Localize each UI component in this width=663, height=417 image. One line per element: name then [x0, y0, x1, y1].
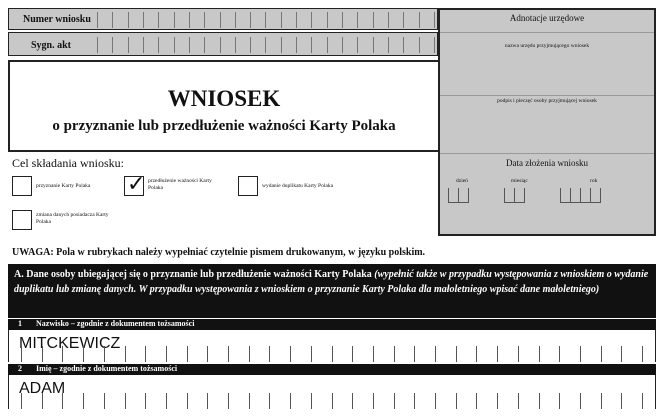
- field-2-cells: [21, 393, 643, 409]
- field-1-input[interactable]: [8, 330, 656, 362]
- option-przyznanie-label: przyznanie Karty Polaka: [36, 183, 91, 189]
- field-2-input[interactable]: [8, 375, 656, 409]
- option-przedluzenie-label: przedłużenie ważności Karty Polaka: [148, 178, 212, 191]
- official-box-signature[interactable]: [440, 96, 654, 154]
- form-title: WNIOSEK: [167, 86, 281, 111]
- official-title: Adnotacje urzędowe: [509, 13, 585, 23]
- date-year-field[interactable]: [560, 188, 601, 203]
- official-box-office[interactable]: [440, 32, 654, 96]
- date-day-field[interactable]: [448, 188, 469, 203]
- field-1-cells: [21, 346, 643, 362]
- date-month-label: miesiąc: [511, 178, 528, 184]
- field-2-value: ADAM: [19, 380, 66, 397]
- sygn-akt-cells[interactable]: [97, 37, 435, 53]
- numer-wniosku-row: [8, 8, 438, 30]
- title-box: [8, 60, 438, 152]
- field-2-label-bar: [8, 364, 656, 375]
- field-2-label: Imię – zgodnie z dokumentem tożsamości: [36, 364, 178, 373]
- section-a-header: [8, 264, 656, 318]
- checkbox-przedluzenie[interactable]: [124, 171, 146, 196]
- option-zmiana-label: zmiana danych posiadacza Karty Polaka: [36, 212, 109, 225]
- sygn-akt-row: [8, 32, 438, 56]
- numer-wniosku-cells[interactable]: [97, 12, 435, 28]
- sygn-akt-label: Sygn. akt: [31, 40, 72, 51]
- purpose-heading: Cel składania wniosku:: [12, 156, 124, 170]
- checkbox-przyznanie[interactable]: [12, 176, 32, 196]
- date-year-label: rok: [590, 178, 598, 184]
- date-month-field[interactable]: [504, 188, 525, 203]
- field-1-value: MITCKEWICZ: [19, 335, 121, 352]
- section-a-title: A. Dane osoby ubiegającej się o przyznanie lub przedłużenie ważności Karty Polaka: [14, 269, 372, 280]
- checkbox-duplikat[interactable]: [238, 176, 258, 196]
- field-2-number: 2: [18, 364, 22, 373]
- section-a-note: (wypełnić także w przypadku występowania z wnioskiem o wydanie duplikatu lub zmianę danych. W przypadku występowania z wnioskiem o przyznanie Karty Polaka dla małoletniego wpisać dane małoletniego): [14, 269, 649, 295]
- field-1-number: 1: [18, 319, 22, 328]
- office-caption: nazwa urzędu przyjmującego wniosek: [504, 43, 590, 49]
- option-duplikat-label: wydanie duplikatu Karty Polaka: [262, 183, 334, 189]
- notice-text: UWAGA: Pola w rubrykach należy wypełniać czytelnie pismem drukowanym, w języku polskim.: [12, 247, 426, 258]
- field-1-label: Nazwisko – zgodnie z dokumentem tożsamości: [36, 319, 195, 328]
- field-1-label-bar: [8, 319, 656, 330]
- form-subtitle: o przyznanie lub przedłużenie ważności Karty Polaka: [52, 118, 396, 134]
- official-panel: [438, 8, 656, 236]
- date-title: Data złożenia wniosku: [506, 158, 588, 168]
- check-mark-icon: ✓: [127, 171, 146, 196]
- numer-wniosku-label: Numer wniosku: [23, 14, 91, 25]
- date-day-label: dzień: [456, 178, 468, 184]
- signature-caption: podpis i pieczęć osoby przyjmującej wniosek: [497, 98, 597, 104]
- checkbox-zmiana[interactable]: [12, 210, 32, 230]
